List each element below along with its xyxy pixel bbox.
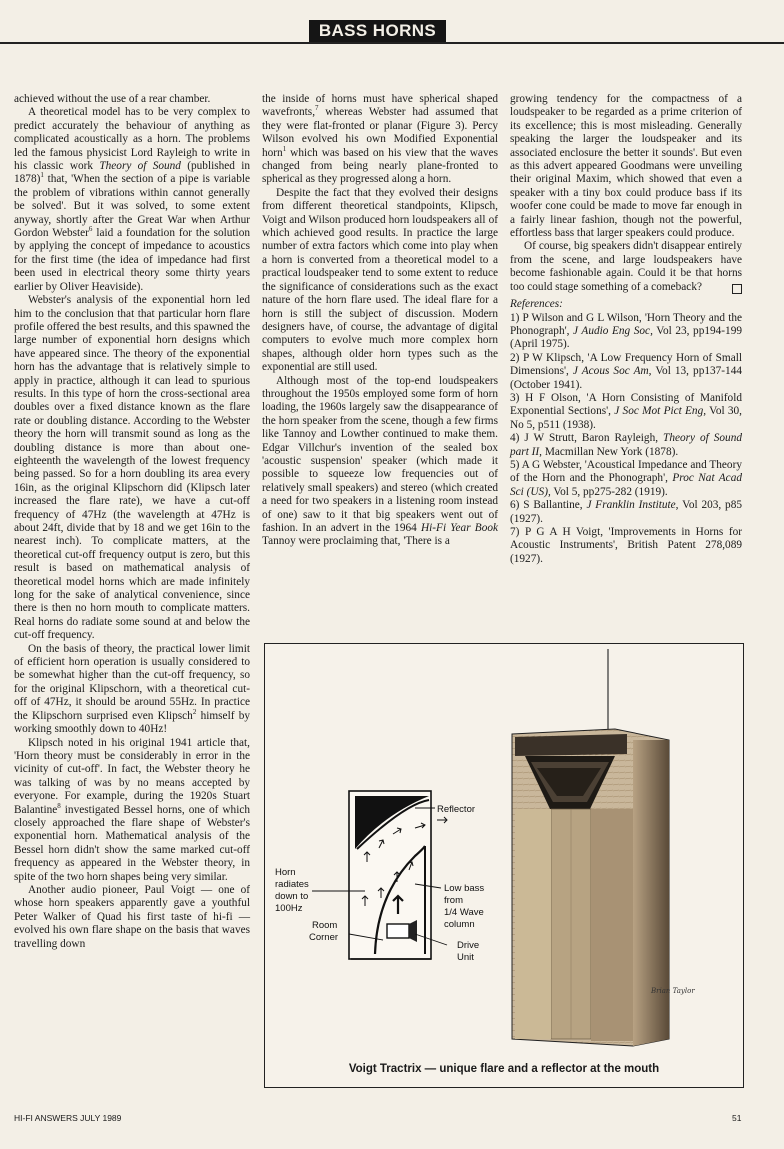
article-column-2 — [262, 93, 498, 549]
label-drive-unit: Unit — [457, 952, 474, 963]
references-list — [510, 312, 742, 567]
article-column-1 — [14, 93, 250, 951]
paragraph: the inside of horns must have spherical shaped wavefronts,$^7$ whereas Webster had assumed that they were flat-fronted or planar (Figure 3). Percy Wilson evolved his own Modified Exponential horn$^1$ which was based on his view that the waves changed from being nearly plane-fronted to spherical as they progressed along a horn. — [262, 93, 499, 186]
section-title: BASS HORNS — [309, 20, 446, 42]
end-mark-icon — [732, 284, 742, 294]
label-low-bass: Low bass — [444, 883, 485, 894]
label-horn: down to — [275, 891, 309, 902]
label-horn: 100Hz — [275, 903, 303, 914]
paragraph: Webster's analysis of the exponential horn led him to the conclusion that that particular horn flare profile offered the best results, and this spawned the large number of exponential horn designs which have appeared since. The theory of the exponential horn has the advantage that is relatively simple to apply in practice, although it can lead to spurious results. In this type of horn the cross-sectional area doubles over a fixed distance known as the flare rate or doubling distance. According to the Webster theory the horn will transmit sound as long as the doubling distance is more than about one-eighteenth the wavelength of the lowest frequency being passed. So for a horn doubling its area every 16in, as the original Klipschorn did (Klipsch later increased the flare rate), we have a cut-off frequency of 47Hz (the wavelength at 47Hz is about 24ft, divide that by 18 and we get 16in to the nearest inch). To complicate matters, at the theoretical cut-off frequency output is zero, but this result is based on mathematical analysis of theoretical model horns which are made infinitely long for the sake of analytical convenience, since there is then no horn mouth to complicate matters. Real horns do radiate some sound at and below the cut-off frequency. — [14, 294, 250, 642]
reference-item: 6) S Ballantine, J Franklin Institute, Vol 203, p85 (1927). — [510, 499, 742, 525]
paragraph: Despite the fact that they evolved their designs from different theoretical standpoints, Klipsch, Voigt and Wilson produced horn loudspeakers all of which achieved good results. In practice the large number of extra factors which come into play when a horn is converted from a theoretical model to a practical loudspeaker tend to some extent to reduce the significance of considerations such as the exact nature of the horn flare used. The ideal flare for a horn is still the subject of discussion. Modern designers have, of course, the advantage of digital computers to evolve much more complex horn shapes, although older horn types such as the exponential are still used. — [262, 186, 498, 374]
paragraph: Klipsch noted in his original 1941 article that, 'Horn theory must be considerably in error in the vicinity of cut-off'. In fact, the Webster theory he was talking of was by no means accepted by everyone. For example, during the 1920s Stuart Balantine$^8$ investigated Bessel horns, one of which closely approached the flare shape of Webster's exponential horn. Mathematical analysis of the Bessel horn didn't show the same marked cut-off frequency as appeared in the Webster theory, in spite of the two horn shapes being very similar. — [14, 736, 250, 883]
article-column-3 — [510, 93, 742, 566]
paragraph: Of course, big speakers didn't disappear entirely from the scene, and large loudspeakers have become fashionable again. Could it be that horns too could stage something of a comeback? — [510, 240, 742, 293]
label-low-bass: 1/4 Wave — [444, 907, 484, 918]
footer-publication: HI-FI ANSWERS JULY 1989 — [14, 1113, 122, 1123]
label-horn: radiates — [275, 879, 309, 890]
paragraph: Although most of the top-end loudspeakers throughout the 1950s employed some form of horn loading, the 1960s largely saw the disappearance of the horn speaker from the scene, though a few firms like Tannoy and Lowther continued to make them. Edgar Villchur's invention of the sealed box 'acoustic suspension' speaker (which made it possible to squeeze low frequencies out of relatively small speakers) and stereo (which created a need for two speakers in a listening room instead of one) saw to it that big speakers went out of fashion. In an advert in the 1964 Hi-Fi Year Book Tannoy were proclaiming that, 'There is a — [262, 374, 499, 548]
page-number: 51 — [732, 1113, 742, 1123]
paragraph: growing tendency for the compactness of a loudspeaker to be regarded as a prime criterion of its excellence; this is most misleading. Generally speaking the larger the loudspeaker and its associated enclosure the better it sounds'. But even as this advert appeared Goodmans were unveiling their original Maxim, which showed that even a speaker with a tiny box could produce bass if its woofer cone could be made to move far enough in a fairly linear fashion, though not the powerful, effortless bass that larger speakers could produce. — [510, 93, 742, 240]
reference-item: 1) P Wilson and G L Wilson, 'Horn Theory and the Phonograph', J Audio Eng Soc, Vol 23, pp194-199 (April 1975). — [510, 311, 742, 351]
reference-item: 7) P G A H Voigt, 'Improvements in Horns for Acoustic Instruments', British Patent 278,089 (1927). — [510, 526, 742, 565]
cross-section-diagram — [349, 791, 447, 959]
label-room-corner: Corner — [309, 932, 339, 943]
paragraph: Another audio pioneer, Paul Voigt — one of whose horn speakers apparently gave a youthful Peter Walker of Quad his first taste of hi-fi — evolved his own flare shape on the basis that waves travelling down — [14, 883, 250, 950]
reference-item: 3) H F Olson, 'A Horn Consisting of Manifold Exponential Sections', J Soc Mot Pict Eng, Vol 30, No 5, p511 (1938). — [510, 391, 742, 431]
reference-item: 5) A G Webster, 'Acoustical Impedance and Theory of the Horn and the Phonograph', Proc Nat Acad Sci (US), Vol 5, pp275-282 (1919). — [510, 458, 742, 498]
figure-voigt-tractrix — [264, 643, 744, 1088]
label-reflector: Reflector — [437, 804, 476, 815]
header-rule — [0, 42, 784, 44]
reference-item: 2) P W Klipsch, 'A Low Frequency Horn of Small Dimensions', J Acous Soc Am, Vol 13, pp137-144 (October 1941). — [510, 351, 743, 391]
paragraph: A theoretical model has to be very complex to predict accurately the behaviour of anything as complicated acoustically as a horn. The problems led the famous physicist Lord Rayleigh to write in his classic work Theory of Sound (published in 1878)$^1$ that, 'When the section of a pipe is variable the problem of vibrations within cannot generally be solved'. But it was solved, to some extent anyway, shortly after the Great War when Arthur Gordon Webster$^6$ laid a foundation for the solution by applying the concept of impedance to acoustics for the first time (the idea of impedance had first been used in electrical theory some thirty years earlier by Oliver Heaviside). — [14, 106, 250, 293]
paragraph: On the basis of theory, the practical lower limit of efficient horn operation is usually considered to be somewhat higher than the cut-off frequency, so for the original Klipschorn, with a theoretical cut-off of 47Hz, it should be around 55Hz. In practice the Klipschorn surprised even Klipsch$^2$ himself by working smoothly down to 40Hz! — [14, 642, 250, 736]
tractrix-illustration — [265, 644, 743, 1087]
label-horn: Horn — [275, 867, 296, 878]
speaker-cabinet — [512, 729, 669, 1046]
reference-item: 4) J W Strutt, Baron Rayleigh, Theory of Sound part II, Macmillan New York (1878). — [510, 432, 742, 458]
references-heading: References: — [510, 298, 563, 311]
label-low-bass: from — [444, 895, 463, 906]
artist-signature: Brian Taylor — [651, 987, 695, 995]
paragraph: achieved without the use of a rear chamber. — [14, 93, 211, 105]
label-drive-unit: Drive — [457, 940, 480, 951]
figure-caption: Voigt Tractrix — unique flare and a reflector at the mouth — [348, 1063, 660, 1075]
label-room-corner: Room — [312, 920, 338, 931]
label-low-bass: column — [444, 919, 475, 930]
